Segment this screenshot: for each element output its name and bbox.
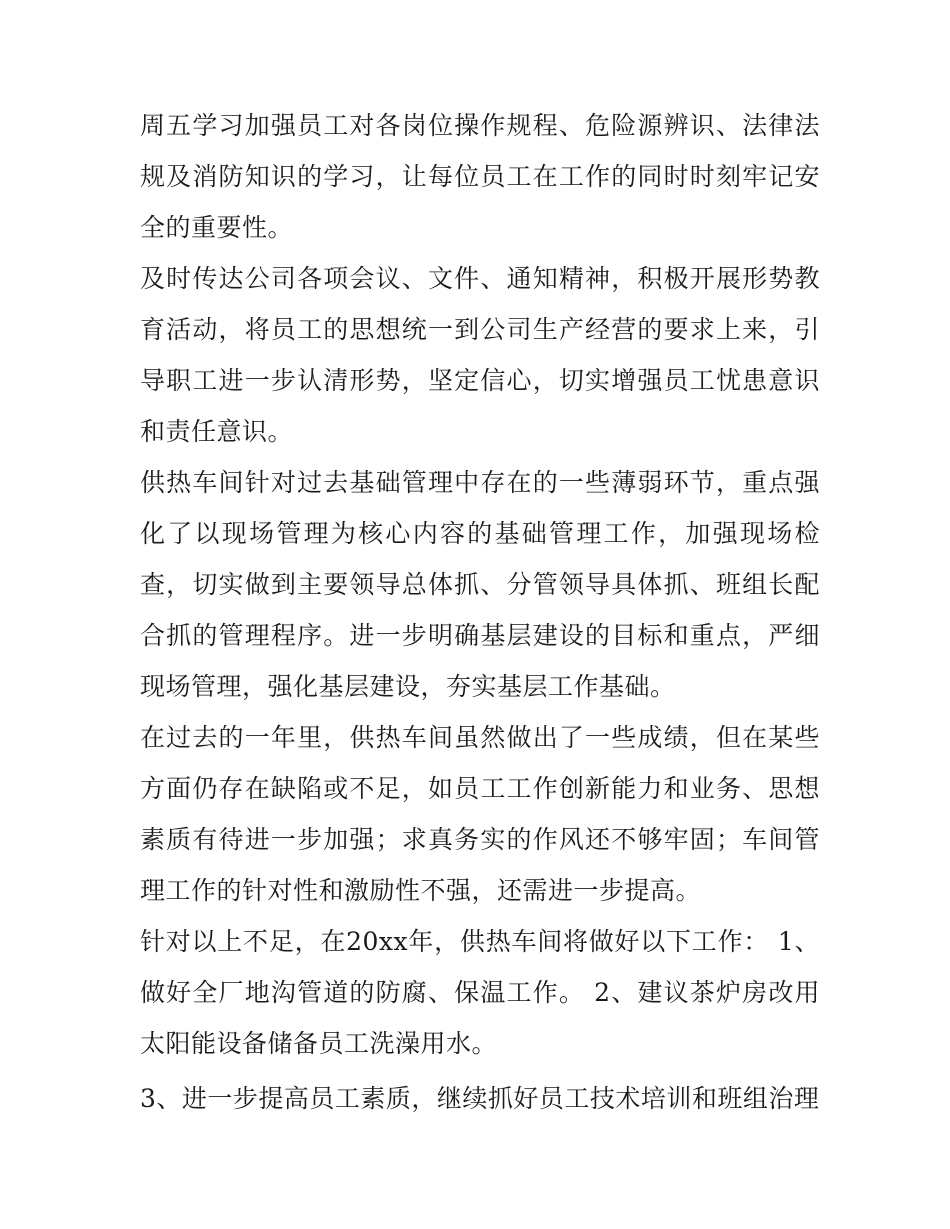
paragraph-staff-quality: 3、进一步提高员工素质，继续抓好员工技术培训和班组治理 xyxy=(140,1084,820,1113)
paragraph-communication: 及时传达公司各项会议、文件、通知精神，积极开展形势教育活动，将员工的思想统一到公司生产经营的要求上来，引导职工进一步认清形势，坚定信心，切实增强员工忧患意识和责任意识。 xyxy=(140,264,820,446)
document-body xyxy=(140,100,820,1124)
paragraph-safety-study: 周五学习加强员工对各岗位操作规程、危险源辨识、法律法规及消防知识的学习，让每位员工在工作的同时时刻牢记安全的重要性。 xyxy=(140,111,820,242)
paragraph-shortcomings: 在过去的一年里，供热车间虽然做出了一些成绩，但在某些方面仍存在缺陷或不足，如员工工作创新能力和业务、思想素质有待进一步加强；求真务实的作风还不够牢固；车间管理工作的针对性和激励性不强，还需进一步提高。 xyxy=(140,723,820,905)
paragraph-basic-management: 供热车间针对过去基础管理中存在的一些薄弱环节，重点强化了以现场管理为核心内容的基础管理工作，加强现场检查，切实做到主要领导总体抓、分管领导具体抓、班组长配合抓的管理程序。进一步明确基层建设的目标和重点，严细现场管理，强化基层建设，夯实基层工作基础。 xyxy=(140,468,820,701)
paragraph-work-plan: 针对以上不足，在20xx年，供热车间将做好以下工作： 1、做好全厂地沟管道的防腐、保温工作。 2、建议茶炉房改用太阳能设备储备员工洗澡用水。 xyxy=(140,927,820,1058)
